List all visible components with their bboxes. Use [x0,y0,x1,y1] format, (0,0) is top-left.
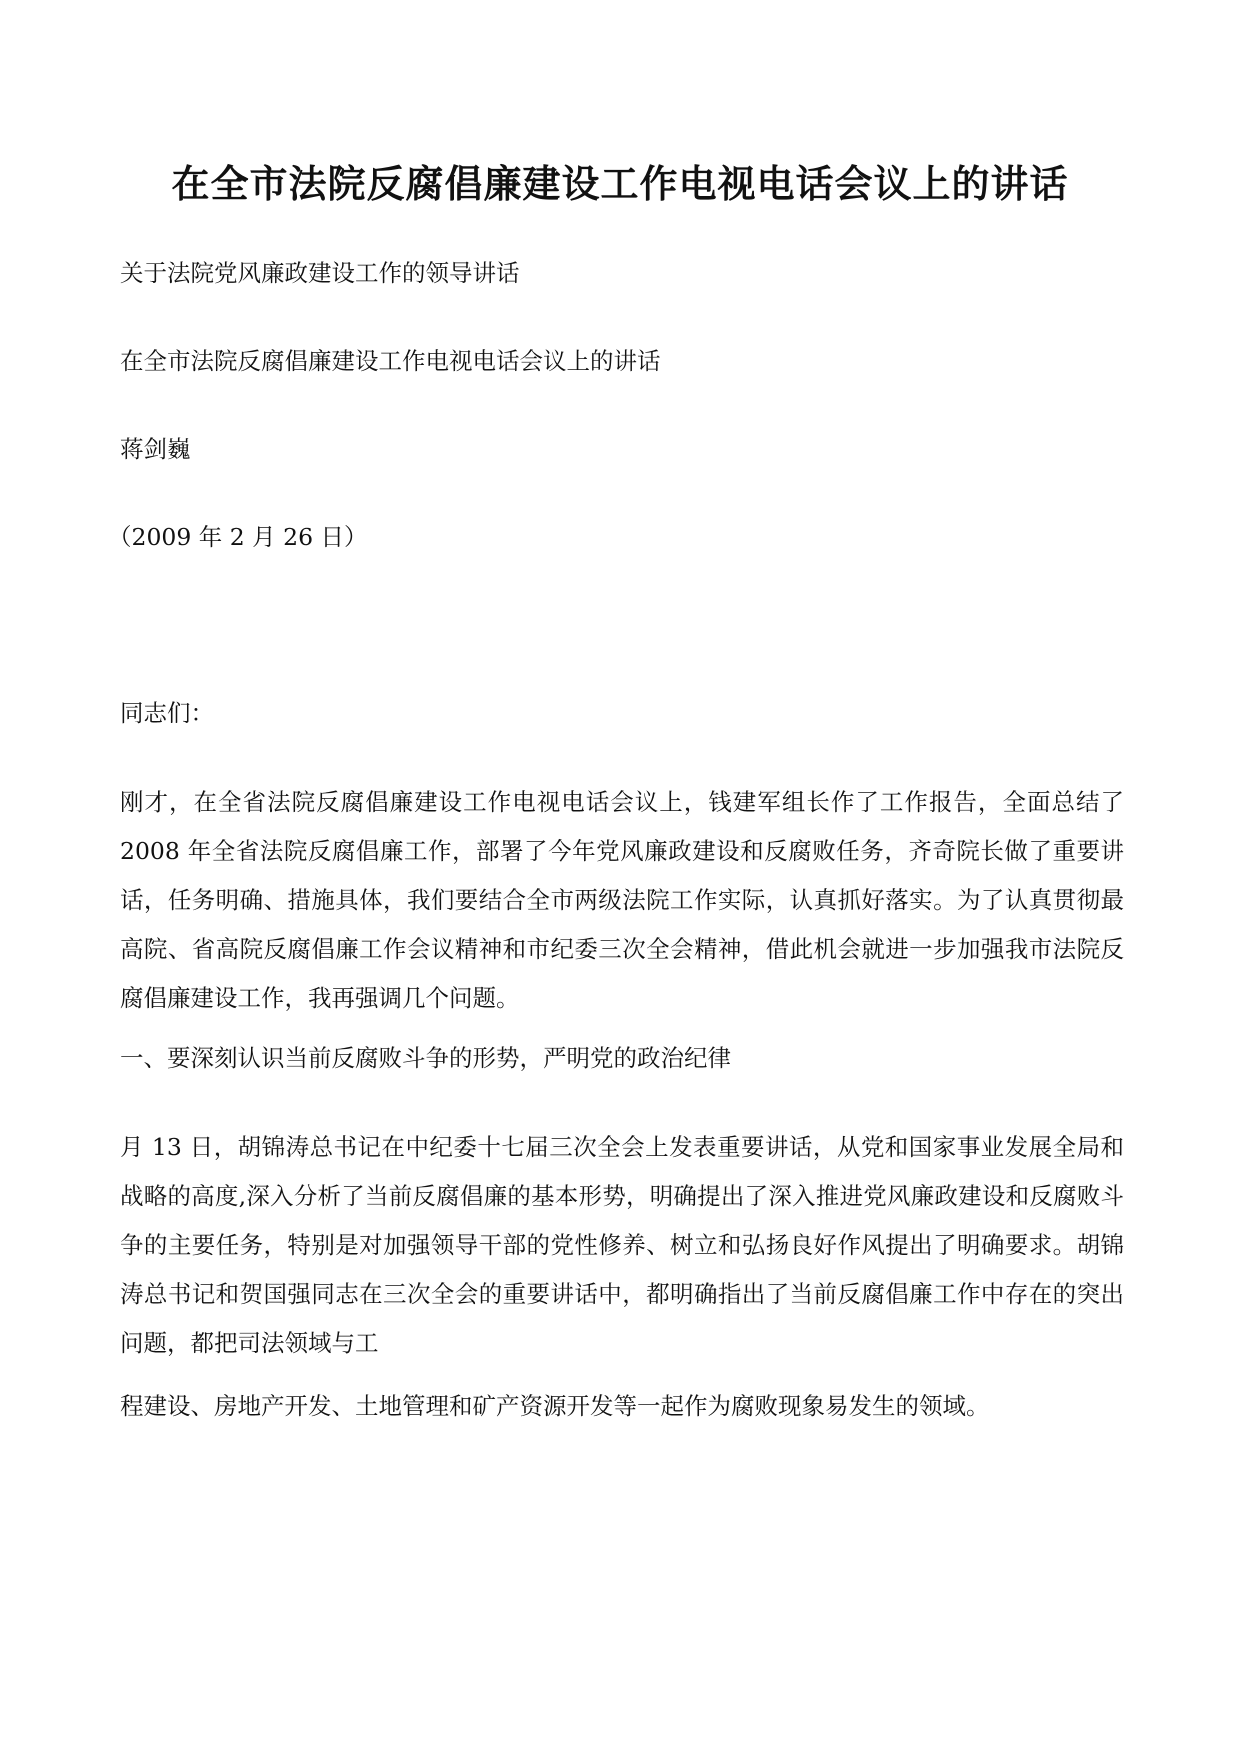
section-heading-1: 一、要深刻认识当前反腐败斗争的形势，严明党的政治纪律 [120,1044,731,1072]
subtitle-line: 在全市法院反腐倡廉建设工作电视电话会议上的讲话 [120,347,661,375]
document-title: 在全市法院反腐倡廉建设工作电视电话会议上的讲话 [171,161,1069,206]
category-line: 关于法院党风廉政建设工作的领导讲话 [120,259,520,287]
paragraph-2: 月 13 日，胡锦涛总书记在中纪委十七届三次全会上发表重要讲话，从党和国家事业发展全局和战略的高度,深入分析了当前反腐倡廉的基本形势，明确提出了深入推进党风廉政建设和反腐败斗争的主要任务，特别是对加强领导干部的党性修养、树立和弘扬良好作风提出了明确要求。胡锦涛总书记和贺国强同志在三次全会的重要讲话中，都明确指出了当前反腐倡廉工作中存在的突出问题，都把司法领域与工 [120,1133,1124,1357]
author-name: 蒋剑巍 [120,435,191,463]
paragraph-1: 刚才，在全省法院反腐倡廉建设工作电视电话会议上，钱建军组长作了工作报告，全面总结了 2008 年全省法院反腐倡廉工作，部署了今年党风廉政建设和反腐败任务，齐奇院长做了重要讲话，任务明确、措施具体，我们要结合全市两级法院工作实际，认真抓好落实。为了认真贯彻最高院、省高院反腐倡廉工作会议精神和市纪委三次全会精神，借此机会就进一步加强我市法院反腐倡廉建设工作，我再强调几个问题。 [120,788,1124,1012]
paragraph-3: 程建设、房地产开发、土地管理和矿产资源开发等一起作为腐败现象易发生的领域。 [120,1392,990,1420]
salutation: 同志们： [120,699,214,727]
speech-date: （2009 年 2 月 26 日） [108,523,368,551]
